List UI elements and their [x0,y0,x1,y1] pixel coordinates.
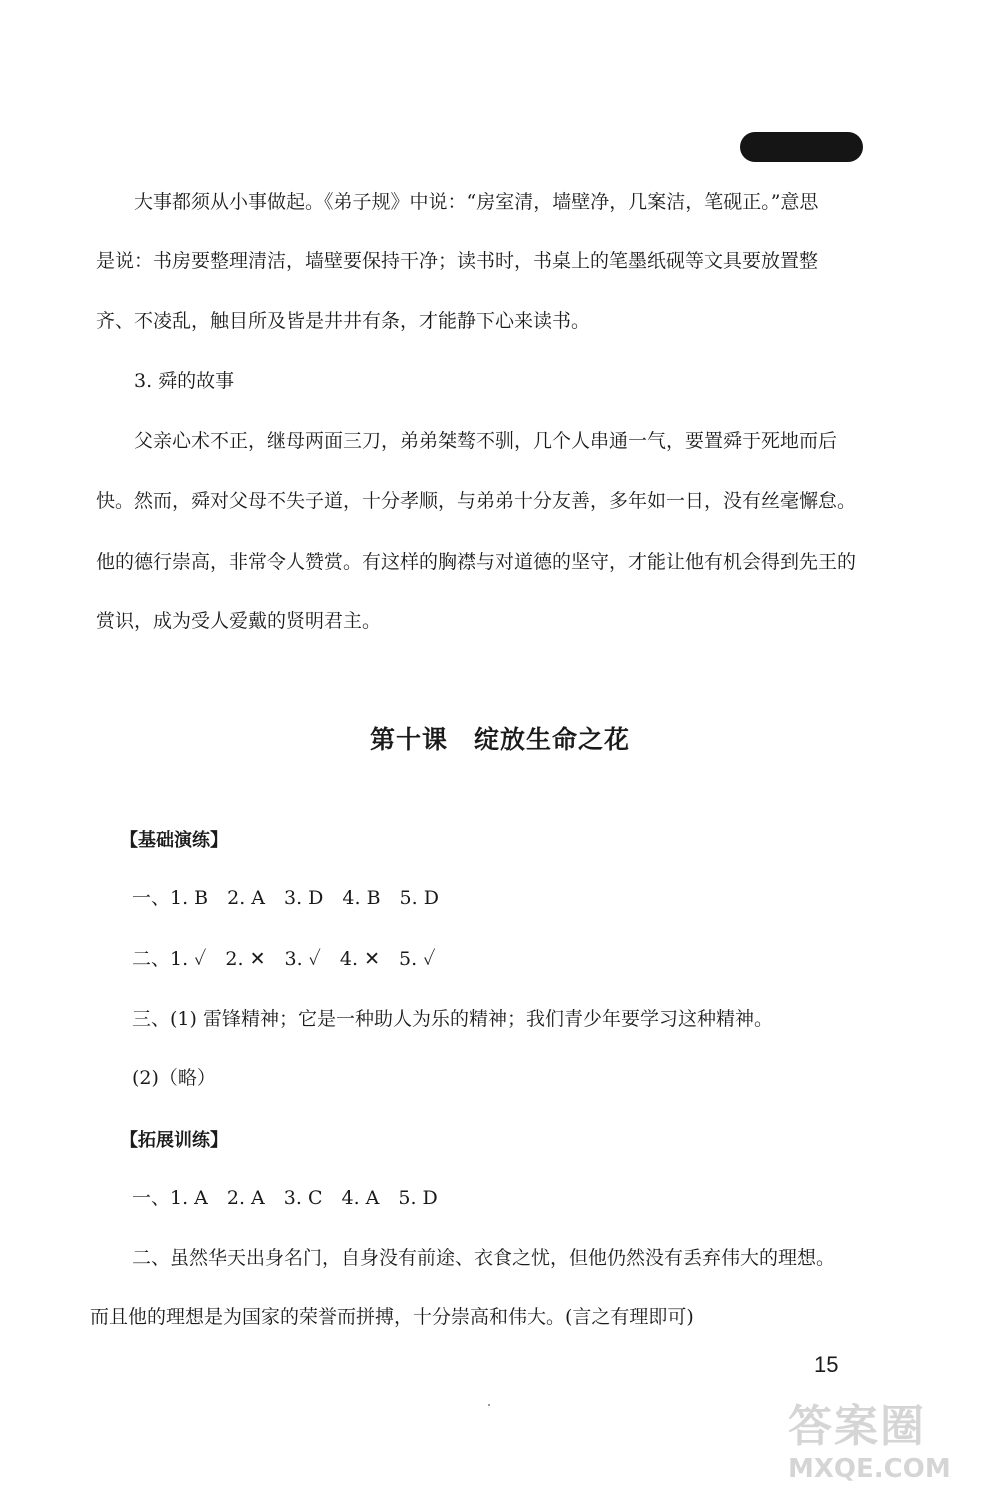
lesson-title: 第十课 绽放生命之花 [369,725,630,754]
basic-answer-3b: (2)（略） [132,1067,216,1089]
extension-answer-2-line2: 而且他的理想是为国家的荣誉而拼搏，十分崇高和伟大。(言之有理即可) [90,1306,694,1328]
paragraph1-line2: 是说：书房要整理清洁，墙壁要保持干净；读书时，书桌上的笔墨纸砚等文具要放置整 [96,250,819,272]
paragraph2-line1: 父亲心术不正，继母两面三刀，弟弟桀骜不驯，几个人串通一气，要置舜于死地而后 [134,430,838,452]
paragraph2-line3: 他的德行崇高，非常令人赞赏。有这样的胸襟与对道德的坚守，才能让他有机会得到先王的 [96,551,857,573]
paragraph1-line3: 齐、不凌乱，触目所及皆是井井有条，才能静下心来读书。 [96,310,591,332]
page-tab-marker [740,132,863,162]
extension-heading: 【拓展训练】 [120,1130,228,1151]
basic-answer-3a: 三、(1) 雷锋精神；它是一种助人为乐的精神；我们青少年要学习这种精神。 [132,1008,773,1030]
basic-heading: 【基础演练】 [120,830,228,851]
watermark [788,1390,988,1485]
watermark-logo: 答案圈 [788,1401,926,1452]
basic-answer-1: 一、1. B 2. A 3. D 4. B 5. D [132,887,439,909]
paragraph1-line1: 大事都须从小事做起。《弟子规》中说：“房室清，墙壁净，几案洁，笔砚正。”意思 [134,191,819,213]
watermark-url: MXQE.COM [788,1454,951,1484]
item3-title: 3. 舜的故事 [134,370,235,392]
scan-speck [488,1404,490,1406]
extension-answer-1: 一、1. A 2. A 3. C 4. A 5. D [132,1187,438,1209]
extension-answer-2-line1: 二、虽然华天出身名门，自身没有前途、衣食之忧，但他仍然没有丢弃伟大的理想。 [132,1247,836,1269]
page-number: 15 [814,1352,839,1377]
basic-answer-2: 二、1. ✓ 2. ✕ 3. ✓ 4. ✕ 5. ✓ [132,948,436,970]
paragraph2-line2: 快。然而，舜对父母不失子道，十分孝顺，与弟弟十分友善，多年如一日，没有丝毫懈怠。 [96,490,857,512]
paragraph2-line4: 赏识，成为受人爱戴的贤明君主。 [96,610,382,632]
